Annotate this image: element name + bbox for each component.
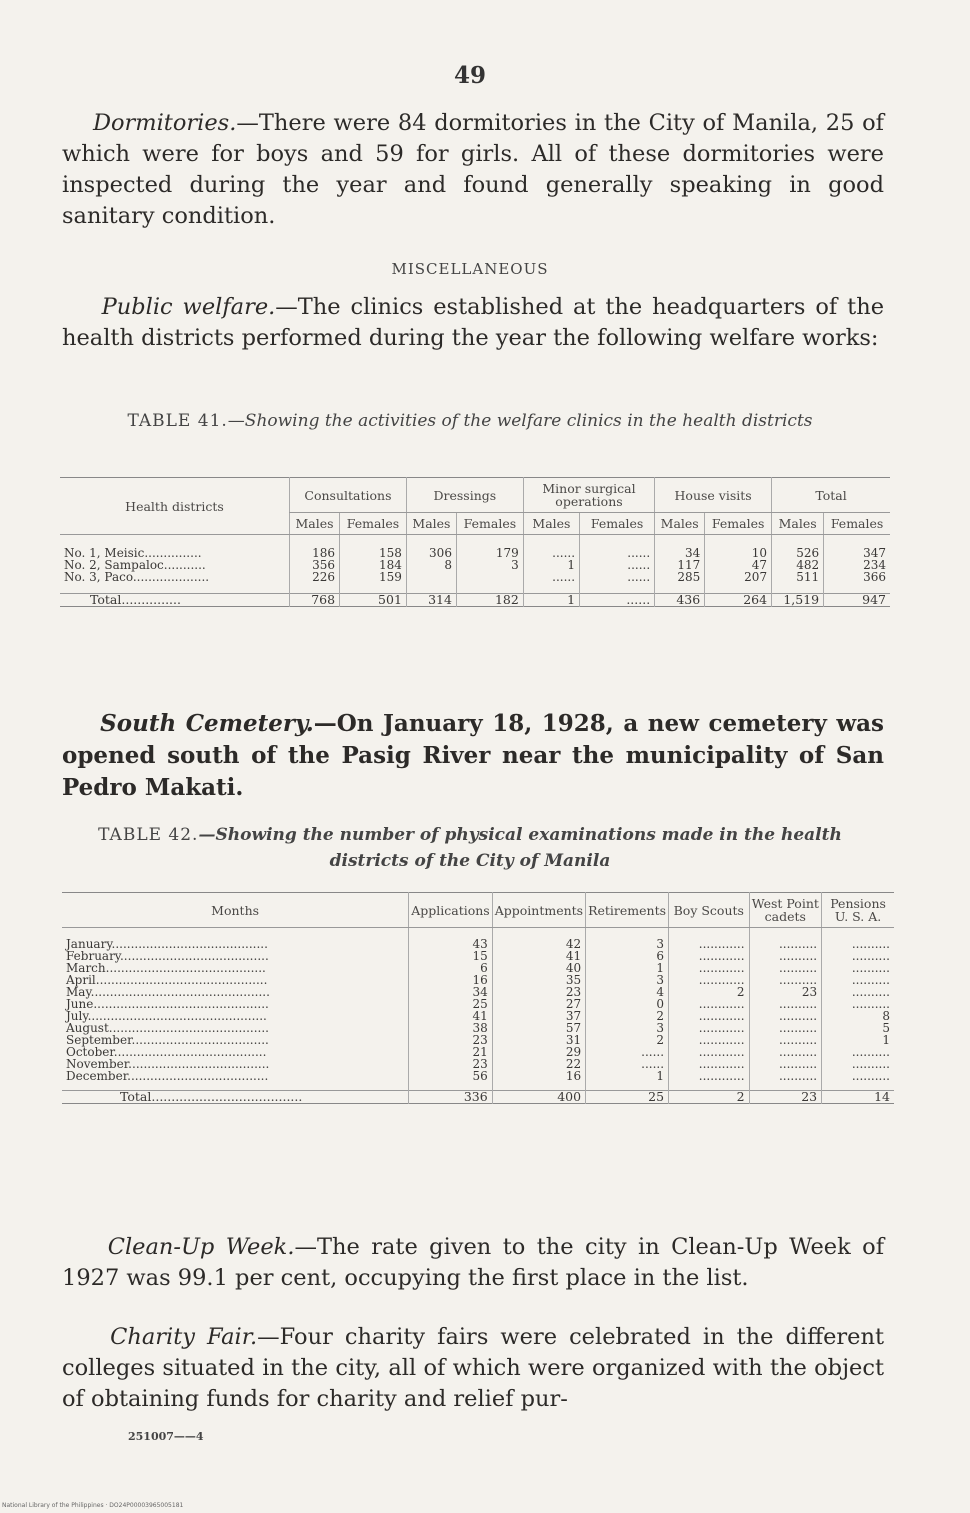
total-value: 25 [586, 1091, 669, 1104]
visits-females-values: 10 47 207 [705, 535, 772, 594]
library-credit: National Library of the Philippines · DO24P00003965005181 [2, 1502, 184, 1509]
boy-scouts-values: ............ ............ ............ ............ 2 ............ ............ ............ ............ ............ ............ ............ [669, 928, 750, 1091]
total-value: 947 [824, 594, 890, 607]
table42-caption [70, 822, 870, 874]
public-welfare-paragraph [62, 292, 884, 354]
months-header: Months [62, 893, 409, 928]
total-value: 436 [655, 594, 705, 607]
total-value: 336 [409, 1091, 493, 1104]
total-males-values: 526 482 511 [772, 535, 824, 594]
table42-caption-text: —Showing the number of physical examinations made in the health districts of the City of Manila [198, 825, 842, 871]
house-visits-header: House visits [655, 478, 772, 513]
dressings-males-header: Males [406, 513, 456, 535]
applications-header: Applications [409, 893, 493, 928]
total-value: 501 [340, 594, 407, 607]
consultations-males-values: 186 356 226 [290, 535, 340, 594]
consultations-females-values: 158 184 159 [340, 535, 407, 594]
west-point-header: West Point cadets [749, 893, 822, 928]
total-value: ...... [580, 594, 655, 607]
clean-up-lead: Clean-Up Week. [107, 1234, 295, 1260]
consultations-males-header: Males [290, 513, 340, 535]
total-value: 1,519 [772, 594, 824, 607]
minor-surgical-header: Minor surgical operations [523, 478, 654, 513]
dormitories-paragraph [62, 108, 884, 232]
charity-paragraph [62, 1322, 884, 1415]
south-cemetery-lead: South Cemetery. [100, 710, 314, 737]
table41-number: TABLE 41. [127, 411, 228, 431]
table41-caption-text: —Showing the activities of the welfare clinics in the health districts [227, 411, 813, 431]
total-females-header: Females [824, 513, 890, 535]
dressings-females-values: 179 3 [456, 535, 523, 594]
consultations-females-header: Females [340, 513, 407, 535]
printer-code: 251007——4 [128, 1430, 204, 1443]
total-value: 23 [749, 1091, 822, 1104]
table-row [60, 535, 890, 594]
total-label: Total...................................... [62, 1091, 409, 1104]
total-males-header: Males [772, 513, 824, 535]
total-value: 400 [492, 1091, 585, 1104]
surgical-females-values: ...... ...... ...... [580, 535, 655, 594]
appointments-header: Appointments [492, 893, 585, 928]
applications-values: 43 15 6 16 34 25 41 38 23 21 23 56 [409, 928, 493, 1091]
surgical-males-values: ...... 1 ...... [523, 535, 579, 594]
total-value: 314 [406, 594, 456, 607]
public-welfare-lead: Public welfare. [101, 294, 276, 320]
page-number: 49 [453, 62, 486, 89]
public-welfare-text: —The clinics established at the headquarters of the health districts performed during the year the following welfare works: [62, 294, 885, 351]
table41-caption [70, 408, 870, 434]
pensions-values: .......... .......... .......... .......... .......... .......... 8 5 1 .......... .......... .......... [822, 928, 894, 1091]
west-point-values: .......... .......... .......... .......... 23 .......... .......... .......... .......... .......... .......... .......... [749, 928, 822, 1091]
table-total-row [60, 594, 890, 607]
clean-up-paragraph [62, 1232, 884, 1294]
dormitories-lead: Dormitories. [92, 110, 237, 136]
dressings-header: Dressings [406, 478, 523, 513]
month-names: January......................................... February....................................... March.......................................... April............................................. May............................................... June.............................................. July............................................... August.......................................... September.................................... October........................................ November..................................... December..................................... [66, 937, 270, 1083]
total-females-values: 347 234 366 [824, 535, 890, 594]
total-label: Total............... [60, 594, 290, 607]
total-value: 264 [705, 594, 772, 607]
table42-number: TABLE 42. [98, 825, 199, 845]
health-districts-header: Health districts [60, 478, 290, 535]
south-cemetery-text: —On January 18, 1928, a new cemetery was opened south of the Pasig River near the municipality of San Pedro Makati. [62, 710, 885, 801]
visits-males-values: 34 117 285 [655, 535, 705, 594]
table-total-row [62, 1091, 894, 1104]
surgical-males-header: Males [523, 513, 579, 535]
total-value: 182 [456, 594, 523, 607]
district-names: No. 1, Meisic............... No. 2, Sampaloc........... No. 3, Paco.................... [64, 546, 210, 584]
total-value: 2 [669, 1091, 750, 1104]
clean-up-text: —The rate given to the city in Clean-Up Week of 1927 was 99.1 per cent, occupying the first place in the list. [62, 1234, 885, 1291]
total-header: Total [772, 478, 890, 513]
consultations-header: Consultations [290, 478, 407, 513]
charity-lead: Charity Fair. [110, 1324, 258, 1350]
retirements-header: Retirements [586, 893, 669, 928]
total-value: 14 [822, 1091, 894, 1104]
dressings-males-values: 306 8 [406, 535, 456, 594]
boy-scouts-header: Boy Scouts [669, 893, 750, 928]
visits-males-header: Males [655, 513, 705, 535]
dormitories-text: —There were 84 dormitories in the City of Manila, 25 of which were for boys and 59 for girls. All of these dormitories were inspected during the year and found generally speaking in good sanitary condition. [62, 110, 884, 229]
retirements-values: 3 6 1 3 4 0 2 3 2 ...... ...... 1 [586, 928, 669, 1091]
visits-females-header: Females [705, 513, 772, 535]
total-value: 1 [523, 594, 579, 607]
welfare-clinics-table [60, 477, 890, 607]
physical-examinations-table [62, 892, 894, 1104]
miscellaneous-heading: MISCELLANEOUS [391, 260, 549, 278]
appointments-values: 42 41 40 35 23 27 37 57 31 29 22 16 [492, 928, 585, 1091]
total-value: 768 [290, 594, 340, 607]
south-cemetery-paragraph [62, 708, 884, 804]
charity-text: —Four charity fairs were celebrated in the different colleges situated in the city, all of which were organized with the object of obtaining funds for charity and relief pur- [62, 1324, 884, 1412]
pensions-header: Pensions U. S. A. [822, 893, 894, 928]
surgical-females-header: Females [580, 513, 655, 535]
dressings-females-header: Females [456, 513, 523, 535]
table-row [62, 928, 894, 1091]
